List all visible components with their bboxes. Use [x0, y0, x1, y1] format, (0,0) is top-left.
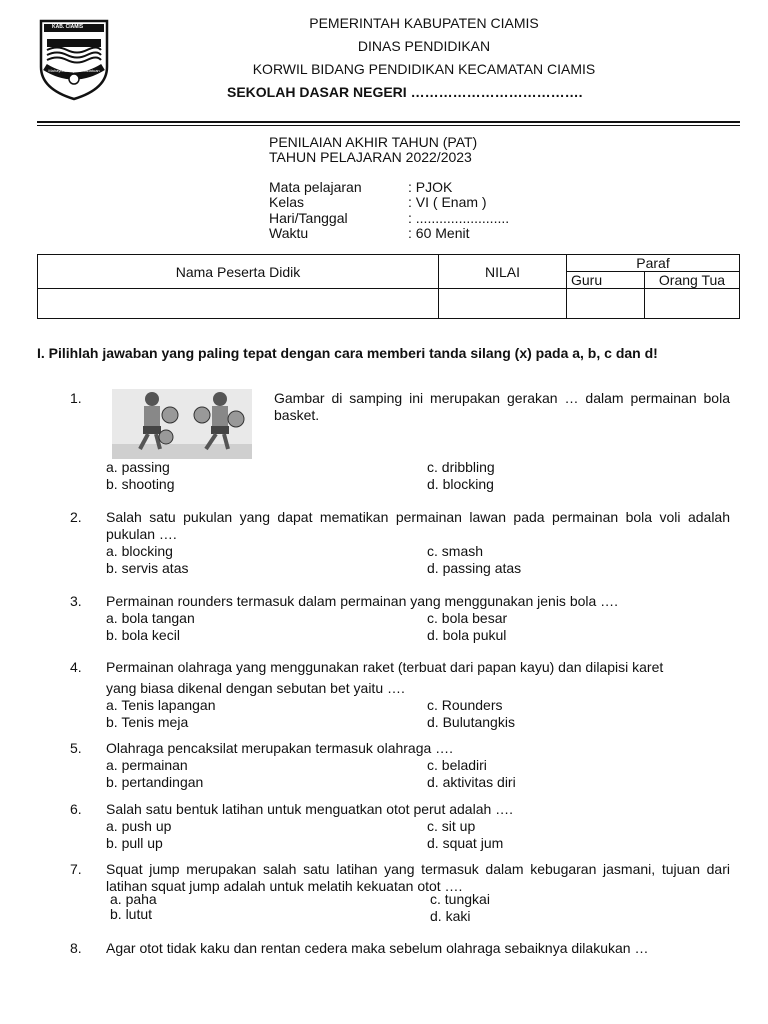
question-text-line2: yang biasa dikenal dengan sebutan bet yaitu …. [106, 680, 405, 696]
option-c[interactable]: c. smash [427, 543, 484, 559]
option-d[interactable]: d. bola pukul [427, 627, 507, 643]
option-a[interactable]: a. passing [106, 459, 170, 475]
score-cell[interactable] [439, 289, 567, 319]
option-b[interactable]: b. lutut [110, 906, 153, 922]
question-number: 3. [70, 593, 82, 609]
header-rule-thin [37, 125, 740, 126]
question-number: 5. [70, 740, 82, 756]
orang-tua-cell[interactable] [645, 289, 740, 319]
header-rule-thick [37, 121, 740, 123]
option-d[interactable]: d. kaki [430, 908, 471, 924]
question-text: Permainan rounders termasuk dalam permainan yang menggunakan jenis bola …. [106, 593, 619, 609]
name-cell[interactable] [38, 289, 439, 319]
option-a[interactable]: a. blocking [106, 543, 173, 559]
question-number: 8. [70, 940, 82, 956]
field-value: : ........................ [408, 210, 510, 226]
option-d[interactable]: d. passing atas [427, 560, 522, 576]
question-text: Permainan olahraga yang menggunakan raket (terbuat dari papan kayu) dan dilapisi karet [106, 659, 664, 675]
header-school: SEKOLAH DASAR NEGERI ………………………………. [227, 84, 583, 100]
option-c[interactable]: c. beladiri [427, 757, 487, 773]
basketball-dribbling-illustration [112, 389, 252, 459]
option-d[interactable]: d. Bulutangkis [427, 714, 515, 730]
field-label: Kelas [269, 194, 305, 210]
option-d[interactable]: d. aktivitas diri [427, 774, 516, 790]
orang-tua-header: Orang Tua [645, 272, 740, 289]
option-a[interactable]: a. paha [110, 891, 157, 907]
field-label: Mata pelajaran [269, 179, 362, 195]
option-b[interactable]: b. bola kecil [106, 627, 180, 643]
option-b[interactable]: b. pertandingan [106, 774, 204, 790]
question-number: 4. [70, 659, 82, 675]
question-number: 7. [70, 861, 82, 877]
option-a[interactable]: a. permainan [106, 757, 188, 773]
field-value: : VI ( Enam ) [408, 194, 487, 210]
name-header: Nama Peserta Didik [38, 255, 439, 289]
question-text: Agar otot tidak kaku dan rentan cedera maka sebelum olahraga sebaiknya dilakukan … [106, 940, 649, 956]
logo-text-bottom: Mahayunan Ayuna Kadatuan [48, 68, 100, 73]
paraf-header: Paraf [567, 255, 740, 272]
question-number: 6. [70, 801, 82, 817]
score-header: NILAI [439, 255, 567, 289]
option-c[interactable]: c. sit up [427, 818, 476, 834]
option-d[interactable]: d. blocking [427, 476, 494, 492]
option-b[interactable]: b. servis atas [106, 560, 189, 576]
option-c[interactable]: c. bola besar [427, 610, 508, 626]
exam-title: PENILAIAN AKHIR TAHUN (PAT) [269, 134, 478, 150]
field-value: : 60 Menit [408, 225, 470, 241]
option-a[interactable]: a. push up [106, 818, 172, 834]
exam-year: TAHUN PELAJARAN 2022/2023 [269, 149, 472, 165]
header-department: DINAS PENDIDIKAN [357, 38, 491, 54]
option-c[interactable]: c. tungkai [430, 891, 490, 907]
question-text: Salah satu pukulan yang dapat mematikan permainan lawan pada permainan bola voli adalah pukulan …. [106, 509, 730, 542]
option-c[interactable]: c. dribbling [427, 459, 495, 475]
guru-cell[interactable] [567, 289, 645, 319]
guru-header: Guru [567, 272, 645, 289]
question-text: Salah satu bentuk latihan untuk menguatkan otot perut adalah …. [106, 801, 514, 817]
option-c[interactable]: c. Rounders [427, 697, 503, 713]
grade-table [37, 254, 740, 319]
header-government: PEMERINTAH KABUPATEN CIAMIS [309, 15, 539, 31]
field-value: : PJOK [408, 179, 453, 195]
option-a[interactable]: a. bola tangan [106, 610, 195, 626]
option-b[interactable]: b. pull up [106, 835, 163, 851]
option-b[interactable]: b. Tenis meja [106, 714, 189, 730]
question-number: 2. [70, 509, 82, 525]
field-label: Waktu [269, 225, 309, 241]
question-text: Olahraga pencaksilat merupakan termasuk olahraga …. [106, 740, 454, 756]
option-d[interactable]: d. squat jum [427, 835, 504, 851]
logo-text-top: KAB. CIAMIS [52, 24, 84, 30]
option-a[interactable]: a. Tenis lapangan [106, 697, 216, 713]
option-b[interactable]: b. shooting [106, 476, 175, 492]
instruction: I. Pilihlah jawaban yang paling tepat dengan cara memberi tanda silang (x) pada a, b, c dan d! [37, 345, 658, 361]
header-korwil: KORWIL BIDANG PENDIDIKAN KECAMATAN CIAMIS [252, 61, 596, 77]
field-label: Hari/Tanggal [269, 210, 348, 226]
question-number: 1. [70, 390, 82, 406]
question-text: Gambar di samping ini merupakan gerakan … dalam permainan bola basket. [274, 390, 730, 423]
question-text: Squat jump merupakan salah satu latihan yang termasuk dalam kebugaran jasmani, tujuan dari latihan squat jump adalah untuk melatih kekuatan otot …. [106, 861, 730, 894]
